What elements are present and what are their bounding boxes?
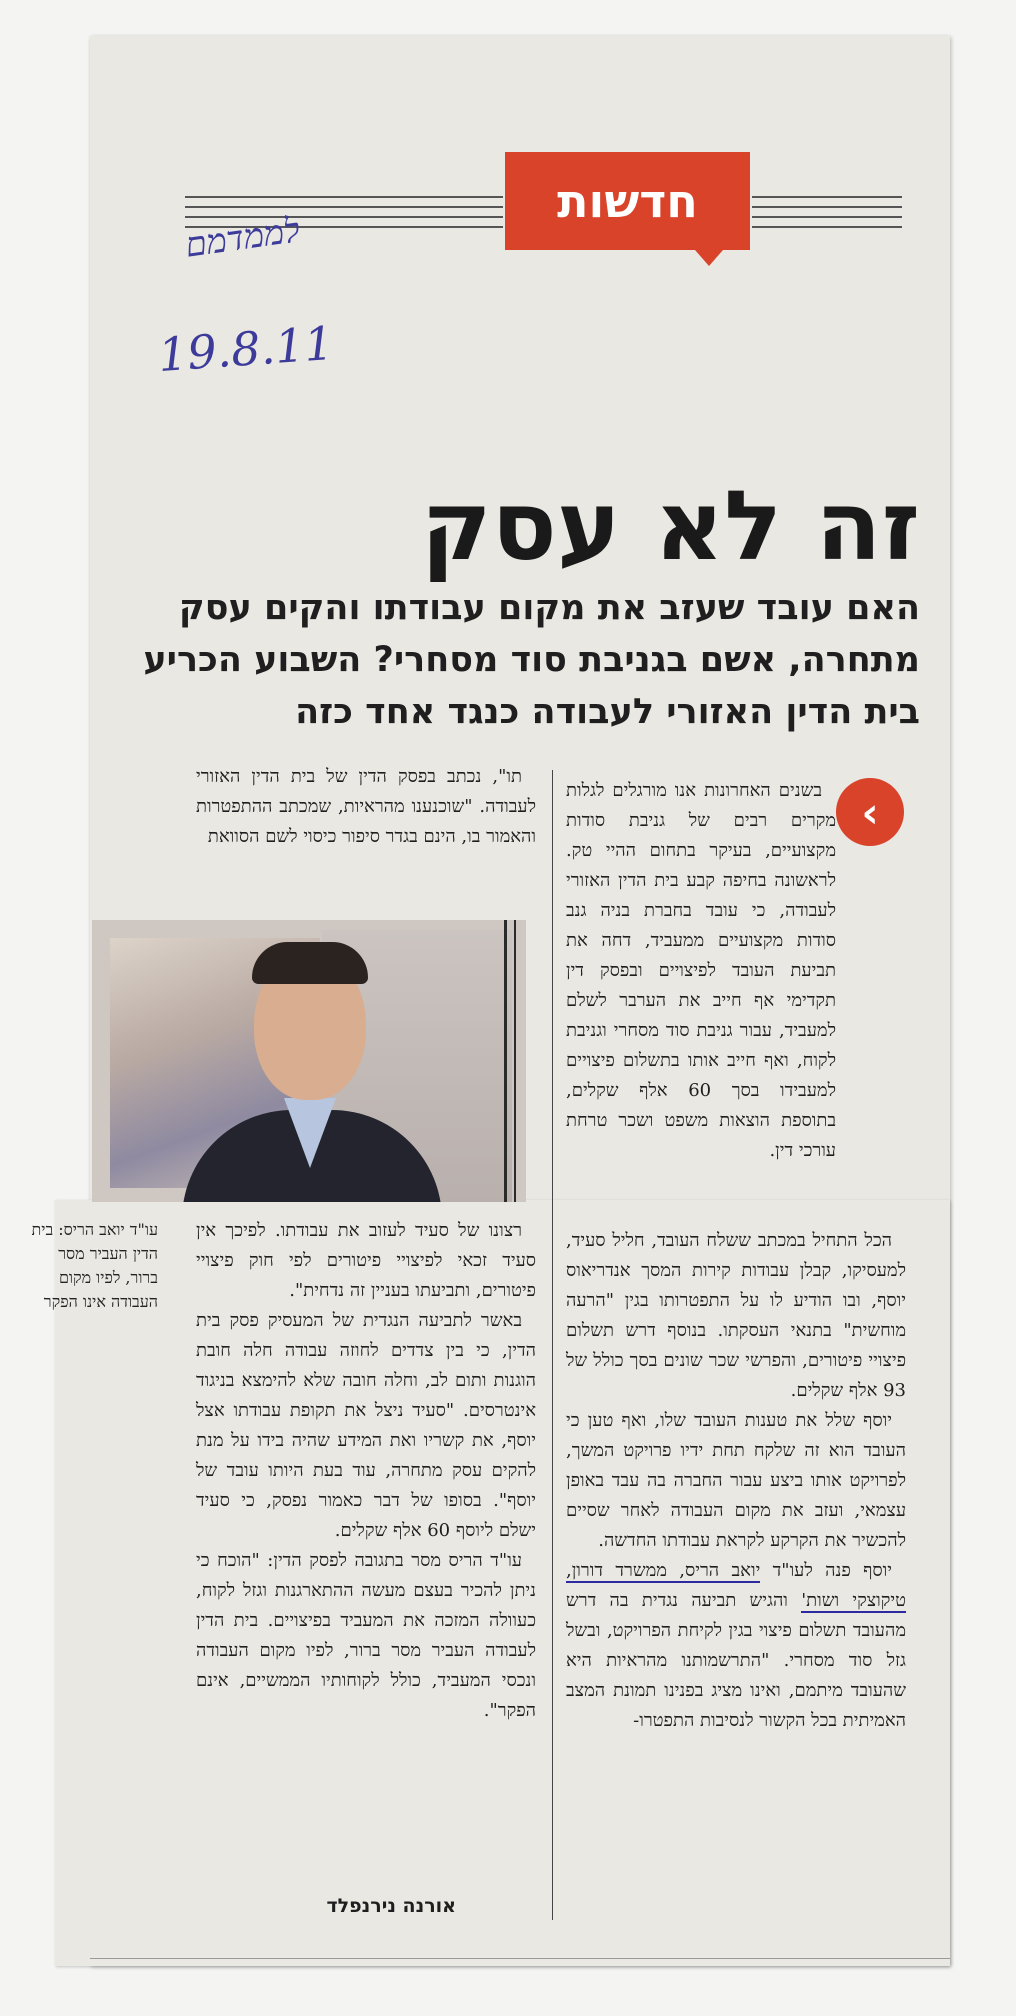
header-rule [752,216,902,218]
article-paragraph: הכל התחיל במכתב ששלח העובד, חליל סעיד, למעסיקו, קבלן עבודות קירות המסך אנדריאוס יוסף, ובו הודיע לו על התפטרותו בגין "הרעה מוחשית" בתנאי העסקתו. בנוסף דרש תשלום פיצויי פיטורים, והפרשי שכר שונים בסך כולל של 93 אלף שקלים. [566,1230,906,1401]
column-divider [552,770,553,1920]
article-text: יוסף פנה לעו"ד [760,1560,892,1581]
header-rule [185,196,503,198]
article-paragraph: רצונו של סעיד לעזוב את עבודתו. לפיכך אין סעיד זכאי לפיצויי פיטורים לפי חוק פיצויי פיטורים, ותביעתו בעניין זה נדחית". [196,1220,536,1301]
photo-frame-edge [504,920,507,1202]
header-rule [752,206,902,208]
section-badge-pointer [695,250,723,266]
article-headline: זה לא עסק [420,470,920,582]
portrait-hair [252,942,368,984]
header-rule [752,226,902,228]
article-right-column [566,1226,906,1736]
underlined-lawyer-name: יואב הריס, ממשרד דורון, טיקוצקי ושות' [566,1560,906,1611]
article-paragraph: יוסף שלל את טענות העובד שלו, ואף טען כי העובד הוא זה שלקח תחת ידיו פרויקט המשך, לפרויקט אותו ביצע עבור החברה בה עבד באופן עצמאי, ועזב את מקום העבודה לאחר שסיים להכשיר את הקרקע לקראת עבודתו החדשה. [566,1410,906,1551]
article-left-column-top [196,762,536,852]
article-right-column-intro [566,776,836,1166]
arrow-left-icon: ‹ [836,778,904,846]
article-text: והגיש תביעה נגדית בה דרש מהעובד תשלום פיצוי בגין לקיחת הפרויקט, ובשל גזל סוד מסחרי. "התרשמותנו מהראיות היא שהעובד מיתמם, ואינו מציג בפנינו תמונת המצב האמיתית בכל הקשור לנסיבות התפטרו- [566,1590,906,1731]
handwritten-source-note: לממדמם [182,210,303,266]
section-badge: חדשות [505,152,750,250]
article-paragraph: תו", נכתב בפסק הדין של בית הדין האזורי לעבודה. "שוכנענו מהראיות, שמכתב ההתפטרות והאמור בו, הינם בגדר סיפור כיסוי לשם הסוואת [196,766,536,847]
handwritten-date-note: 19.8.11 [156,315,336,383]
article-paragraph [566,1556,906,1736]
lawyer-portrait-photo [92,920,526,1202]
bottom-rule [90,1958,950,1959]
article-paragraph: באשר לתביעה הנגדית של המעסיק פסק בית הדין, כי בין צדדים לחוזה עבודה חלה חובת הוגנות ותום לב, וחלה חובה שלא להימצא בניגוד אינטרסים. "סעיד ניצל את תקופת עבודתו אצל יוסף, את קשריו ואת המידע שהיה בידו על מנת להקים עסק מתחרה, עוד בעת היותו עובד של יוסף". בסופו של דבר כאמור נפסק, כי סעיד ישלם ליוסף 60 אלף שקלים. [196,1310,536,1541]
author-byline: אורנה נירנפלד [326,1895,456,1917]
header-rule [185,206,503,208]
article-paragraph: בשנים האחרונות אנו מורגלים לגלות מקרים רבים של גניבת סודות מקצועיים, בעיקר בתחום ההיי טק. לראשונה בחיפה קבע בית הדין האזורי לעבודה, כי עובד בחברת בניה גנב סודות מקצועיים ממעביד, דחה את תביעת העובד לפיצויים ובפסק דין תקדימי אף חייב את הערבר לשלם למעביד, עבור גניבת סוד מסחרי וגניבת לקוח, ואף חייב אותו בתשלום פיצויים למעבידו בסך 60 אלף שקלים, בתוספת הוצאות משפט ושכר טרחת עורכי דין. [566,780,836,1161]
photo-caption: עו"ד יואב הריס: בית הדין העביר מסר ברור, לפיו מקום העבודה אינו הפקר [31,1220,158,1311]
header-rule [185,216,503,218]
header-rule [752,196,902,198]
article-subheadline: האם עובד שעזב את מקום עבודתו והקים עסק מתחרה, אשם בגניבת סוד מסחרי? השבוע הכריע בית הדין האזורי לעבודה כנגד אחד כזה [143,588,920,732]
photo-frame-edge [514,920,516,1202]
article-left-column [196,1216,536,1726]
article-paragraph: עו"ד הריס מסר בתגובה לפסק הדין: "הוכח כי ניתן להכיר בעצם מעשה ההתארגנות וגזל לקוח, כעוולה המזכה את המעביד בפיצויים. בית הדין לעבודה העביר מסר ברור, לפיו מקום העבודה ונכסי המעביד, כולל לקוחותיו הממשיים, אינם הפקר". [196,1550,536,1721]
